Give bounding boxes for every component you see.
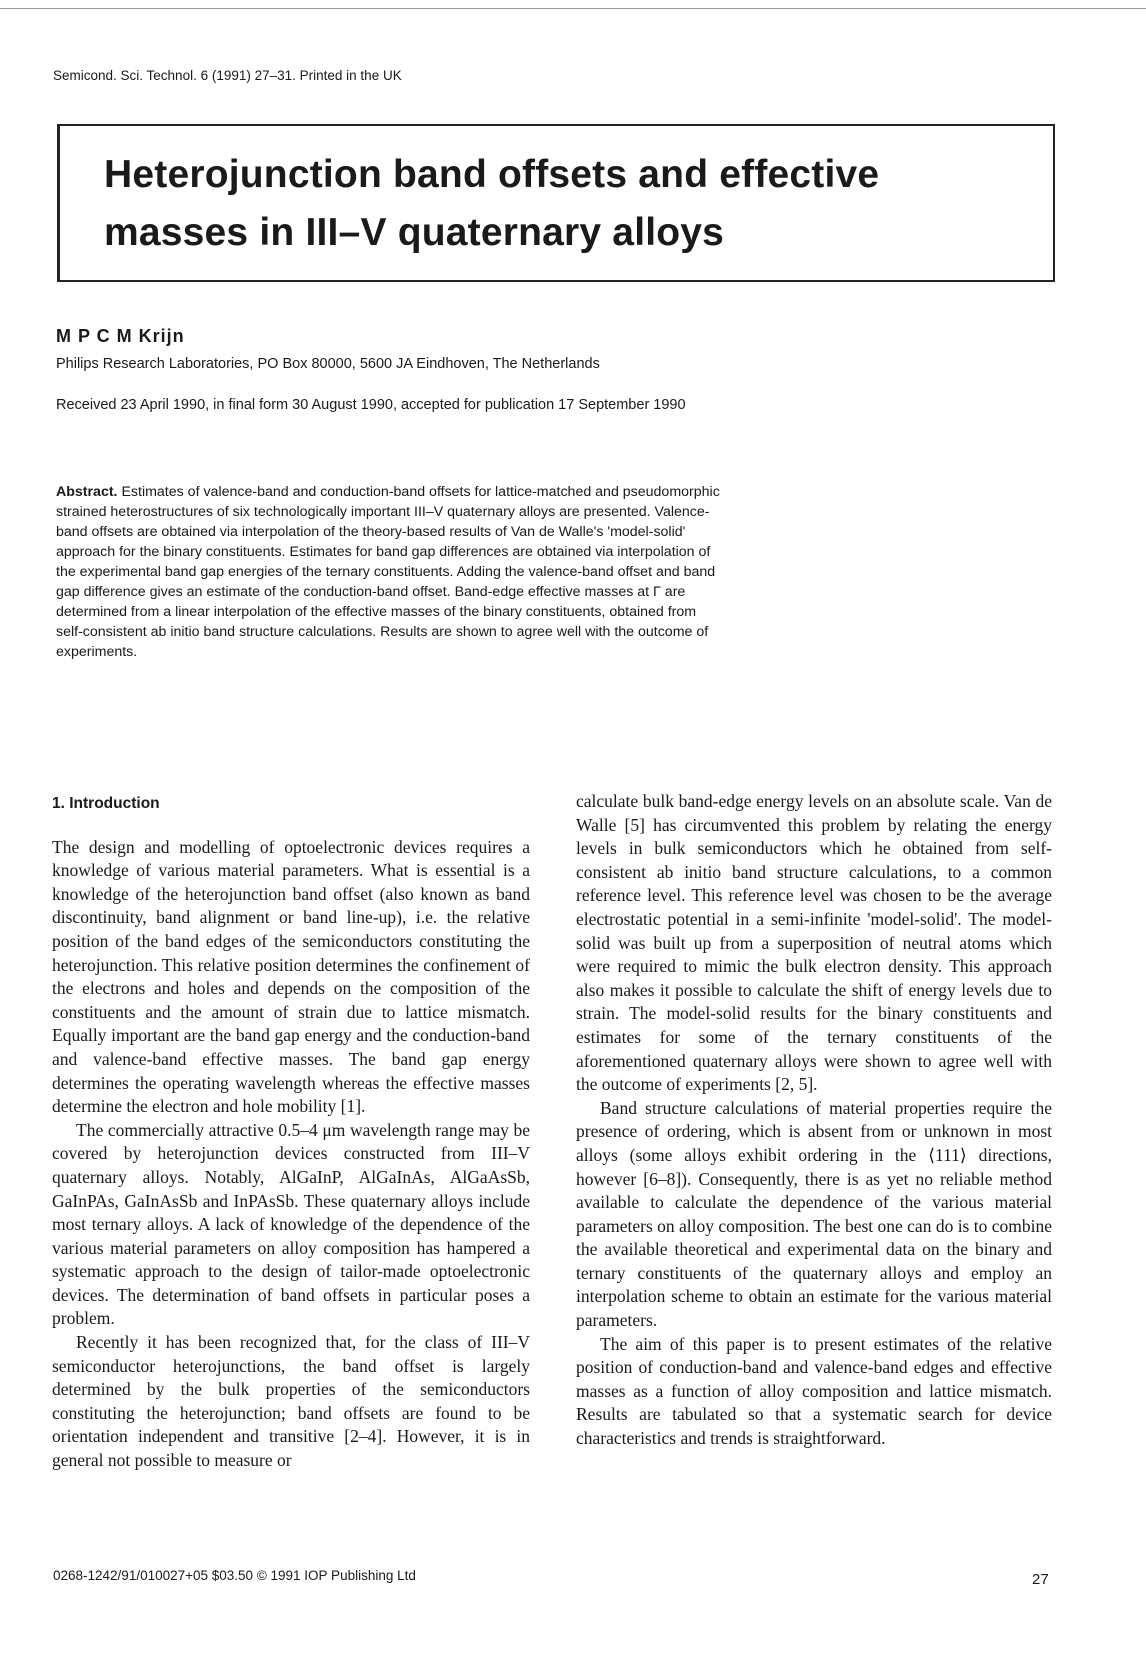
- paragraph: Band structure calculations of material properties require the presence of ordering, which is absent from or unknown in most alloys (some alloys exhibit ordering in the ⟨111⟩ directions, however [6–8]). Consequently, there is as yet no reliable method available to calculate the dependence of the various material parameters on alloy composition. The best one can do is to combine the available theoretical and experimental data on the binary and ternary constituents of the quaternary alloys and employ an interpolation scheme to obtain an estimate for the various material parameters.: [576, 1097, 1052, 1331]
- page-number: 27: [1032, 1571, 1049, 1588]
- left-column: [52, 792, 530, 1473]
- paragraph: Recently it has been recognized that, for the class of III–V semiconductor heterojunctions, the band offset is largely determined by the bulk properties of the semiconductors constituting the heterojunction; band offsets are found to be orientation independent and transitive [2–4]. However, it is in general not possible to measure or: [52, 1332, 530, 1471]
- paper-title: Heterojunction band offsets and effective masses in III–V quaternary alloys: [104, 153, 880, 254]
- paragraph: The commercially attractive 0.5–4 μm wavelength range may be covered by heterojunction devices constructed from III–V quaternary alloys. Notably, AlGaInP, AlGaInAs, AlGaAsSb, GaInPAs, GaInAsSb and InPAsSb. These quaternary alloys include most ternary alloys. A lack of knowledge of the dependence of the various material parameters on alloy composition has hampered a systematic approach to the design of tailor-made optoelectronic devices. The determination of band offsets in particular poses a problem.: [52, 1119, 530, 1329]
- paragraph: The design and modelling of optoelectronic devices requires a knowledge of various material parameters. What is essential is a knowledge of the heterojunction band offset (also known as band discontinuity, band alignment or band line-up), i.e. the relative position of the band edges of the semiconductors constituting the heterojunction. This relative position determines the confinement of the electrons and holes and depends on the composition of the constituents and the amount of strain due to lattice mismatch. Equally important are the band gap energy and the conduction-band and valence-band effective masses. The band gap energy determines the operating wavelength whereas the effective masses determine the electron and hole mobility [1].: [52, 836, 530, 1117]
- abstract-text: Estimates of valence-band and conduction-band offsets for lattice-matched and pseudomorphic strained heterostructures of six technologically important III–V quaternary alloys are presented. Valence-band offsets are obtained via interpolation of the theory-based results of Van de Walle's 'model-solid' approach for the binary constituents. Estimates for band gap differences are obtained via interpolation of the experimental band gap energies of the ternary constituents. Adding the valence-band offset and band gap difference gives an estimate of the conduction-band offset. Band-edge effective masses at Γ are determined from a linear interpolation of the effective masses of the binary constituents, obtained from self-consistent ab initio band structure calculations. Results are shown to agree well with the outcome of experiments.: [56, 484, 720, 660]
- section-heading: 1. Introduction: [52, 795, 160, 812]
- top-rule: [0, 8, 1146, 9]
- author-name: M P C M Krijn: [56, 326, 185, 346]
- journal-citation: Semicond. Sci. Technol. 6 (1991) 27–31. Printed in the UK: [53, 68, 402, 83]
- right-column: [576, 790, 1052, 1451]
- paragraph: calculate bulk band-edge energy levels on an absolute scale. Van de Walle [5] has circumvented this problem by relating the energy levels in bulk semiconductors which he obtained from self-consistent ab initio band structure calculations, to a common reference level. This reference level was chosen to be the average electrostatic potential in a semi-infinite 'model-solid'. The model-solid was built up from a superposition of neutral atoms which were required to mimic the bulk electron density. This approach also makes it possible to calculate the shift of energy levels due to strain. The model-solid results for the binary constituents and estimates for some of the ternary constituents of the aforementioned quaternary alloys were shown to agree well with the outcome of experiments [2, 5].: [576, 791, 1052, 1095]
- affiliation: Philips Research Laboratories, PO Box 80000, 5600 JA Eindhoven, The Netherlands: [56, 356, 600, 372]
- paragraph: The aim of this paper is to present estimates of the relative position of conduction-band and valence-band edges and effective masses as a function of alloy composition and lattice mismatch. Results are tabulated so that a systematic search for device characteristics and trends is straightforward.: [576, 1333, 1052, 1449]
- abstract-label: Abstract.: [56, 484, 118, 500]
- received-dates: Received 23 April 1990, in final form 30 August 1990, accepted for publication 17 September 1990: [56, 397, 686, 413]
- footer-copyright: 0268-1242/91/010027+05 $03.50 © 1991 IOP Publishing Ltd: [53, 1568, 416, 1583]
- abstract: [56, 482, 726, 662]
